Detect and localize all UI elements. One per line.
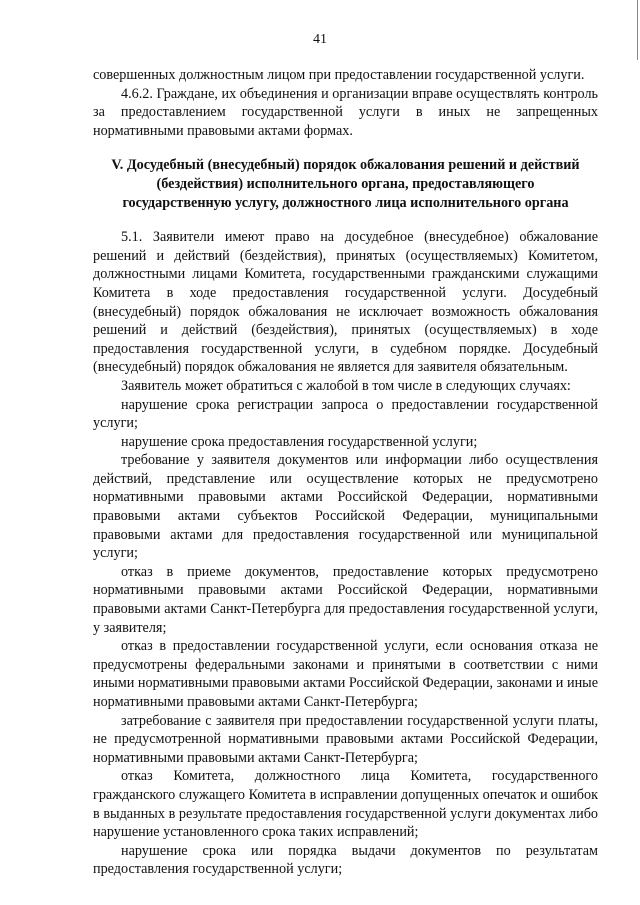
paragraph: требование у заявителя документов или информации либо осуществления действий, представление или осуществление которых не предусмотрено нормативными правовыми актами Российской Федерации, нормативными правовыми актами субъектов Российской Федерации, муниципальными правовыми актами для предоставления государственной или муниципальной услуги; [93,452,598,562]
paragraph: отказ в предоставлении государственной услуги, если основания отказа не предусмотрены федеральными законами и принятыми в соответствии с ними иными нормативными правовыми актами Российской Федерации, законами и иные нормативными правовыми актами Санкт-Петербурга; [93,638,598,710]
body-paragraphs [93,228,598,879]
paragraph: отказ в приеме документов, предоставление которых предусмотрено нормативными правовыми актами Российской Федерации, нормативными правовыми актами Санкт-Петербурга для предоставления государственной услуги, у заявителя; [93,563,598,636]
scan-edge-mark [637,0,638,60]
paragraph: совершенных должностным лицом при предоставлении государственной услуги. [93,67,585,83]
section-heading [87,156,604,212]
paragraph: нарушение срока регистрации запроса о предоставлении государственной услуги; [93,396,598,432]
paragraph: 4.6.2. Граждане, их объединения и организации вправе осуществлять контроль за предоставлением государственной услуги в иных не запрещенных нормативными правовыми актами формах. [93,85,598,139]
section-heading-line: V. Досудебный (внесудебный) порядок обжалования решений и действий [111,157,580,174]
paragraph: отказ Комитета, должностного лица Комитета, государственного гражданского служащего Комитета в исправлении допущенных опечаток и ошибок в выданных в результате предоставления государственной услуги документах либо нарушение установленного срока таких исправлений; [93,768,598,841]
top-paragraphs [93,66,598,140]
page-number: 41 [313,32,327,47]
paragraph: нарушение срока предоставления государственной услуги; [121,433,478,450]
document-body [93,66,598,879]
paragraph: 5.1. Заявители имеют право на досудебное (внесудебное) обжалование решений и действий (бездействия), принятых (осуществляемых) Комитетом, должностными лицами Комитета, государственными гражданскими служащими Комитета в ходе предоставления государственной услуги. Досудебный (внесудебный) порядок обжалования не исключает возможность обжалования решений и действий (бездействия), принятых (осуществляемых) в ходе предоставления государственной услуги, в судебном порядке. Досудебный (внесудебный) порядок обжалования не является для заявителя обязательным. [93,229,598,376]
spacer [93,212,598,228]
paragraph: Заявитель может обратиться с жалобой в том числе в следующих случаях: [121,377,571,394]
section-heading-line: государственную услугу, должностного лица исполнительного органа [122,194,569,211]
spacer [93,140,598,156]
section-heading-line: (бездействия) исполнительного органа, предоставляющего [156,175,535,192]
paragraph: затребование с заявителя при предоставлении государственной услуги платы, не предусмотренной нормативными правовыми актами Российской Федерации, нормативными правовыми актами Санкт-Петербурга; [93,712,598,766]
paragraph: нарушение срока или порядка выдачи документов по результатам предоставления государственной услуги; [93,842,598,878]
